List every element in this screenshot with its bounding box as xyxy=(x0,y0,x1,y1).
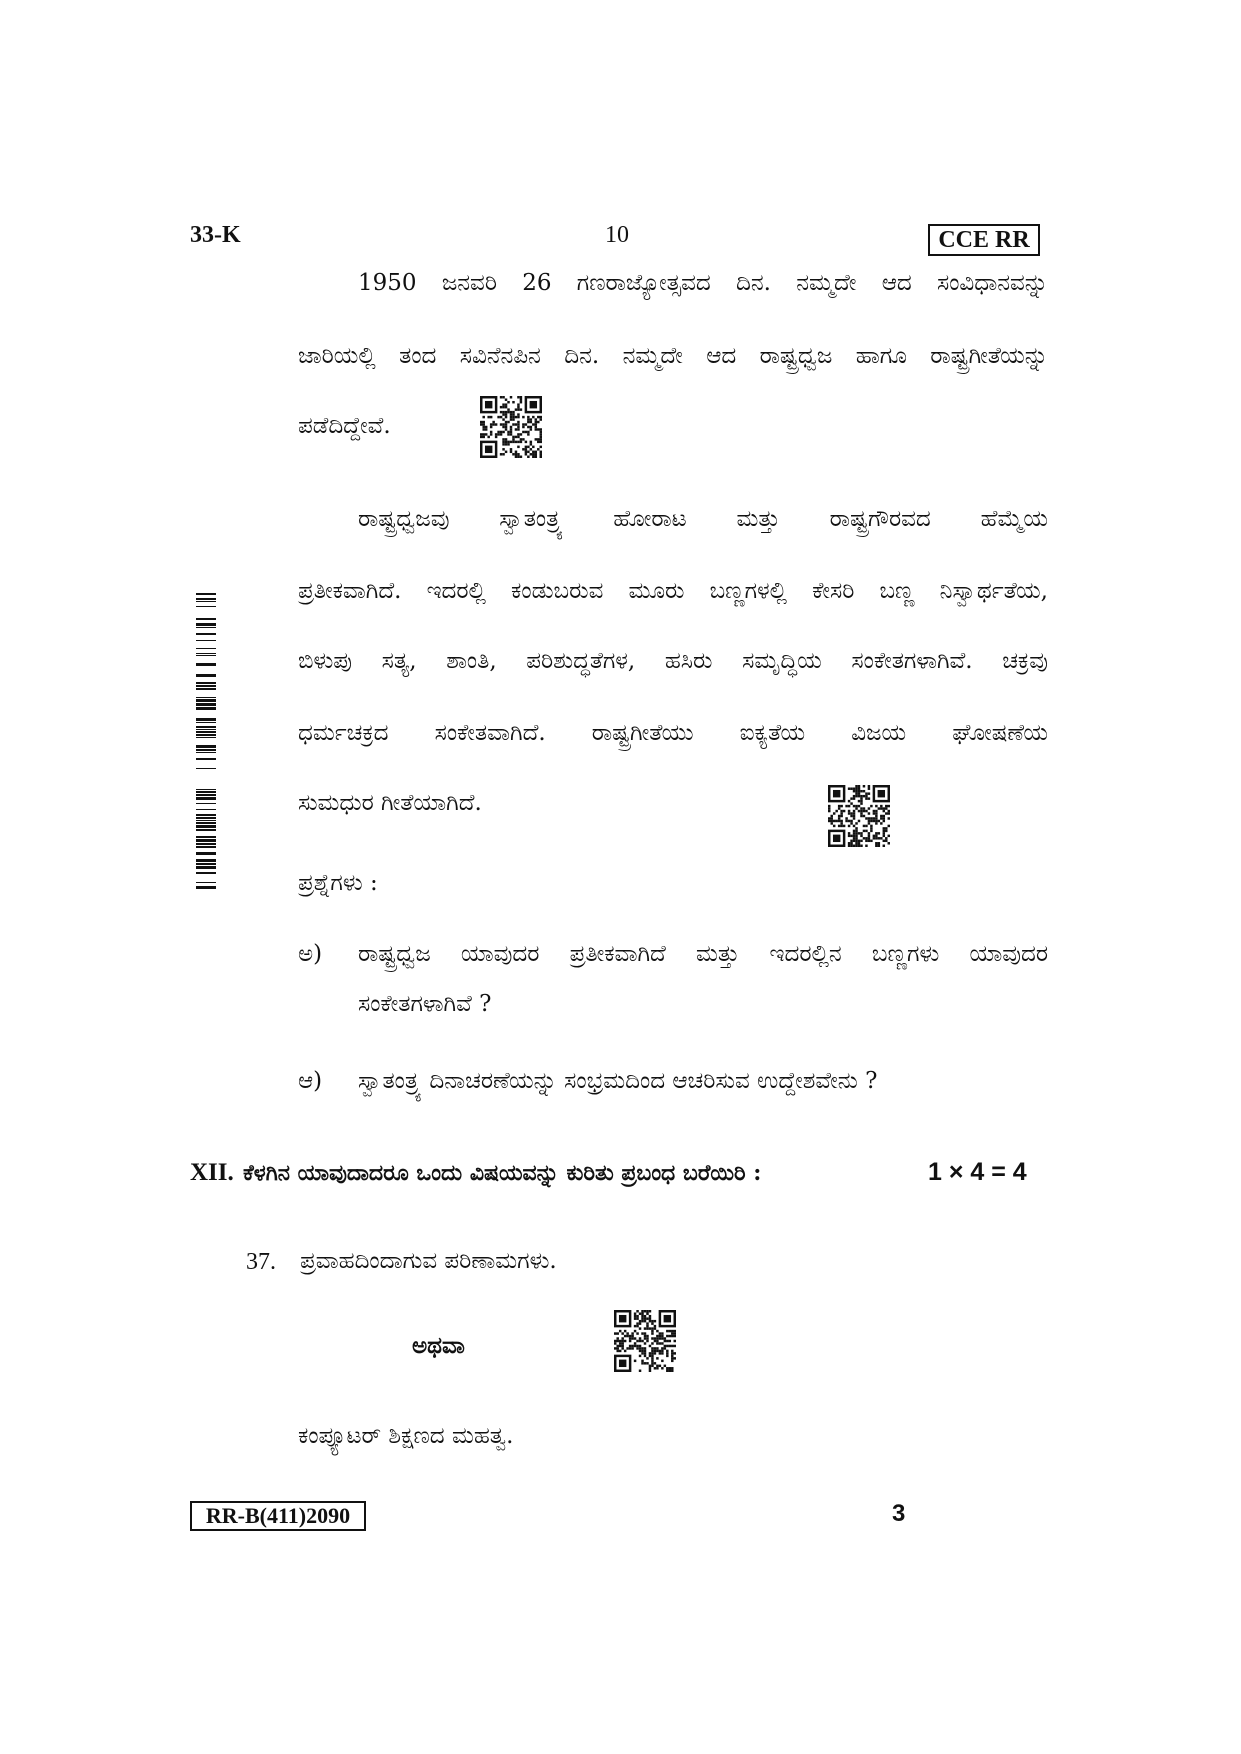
question-marker: ಅ) xyxy=(298,941,323,967)
barcode-icon xyxy=(196,593,216,889)
qr-code-icon xyxy=(828,785,890,847)
question-text: ಸಂಕೇತಗಳಾಗಿವೆ ? xyxy=(358,991,492,1017)
essay-topic: ಪ್ರವಾಹದಿಂದಾಗುವ ಪರಿಣಾಮಗಳು. xyxy=(300,1248,557,1274)
passage-line: ಪ್ರತೀಕವಾಗಿದೆ. ಇದರಲ್ಲಿ ಕಂಡುಬರುವ ಮೂರು ಬಣ್ಣಗಳಲ್ಲಿ ಕೇಸರಿ ಬಣ್ಣ ನಿಸ್ವಾರ್ಥತೆಯ, xyxy=(298,578,1048,604)
section-marks: 1 × 4 = 4 xyxy=(928,1158,1027,1186)
passage-line: ಧರ್ಮಚಕ್ರದ ಸಂಕೇತವಾಗಿದೆ. ರಾಷ್ಟ್ರಗೀತೆಯು ಐಕ್ಯತೆಯ ವಿಜಯ ಘೋಷಣೆಯ xyxy=(298,720,1048,746)
question-text: ರಾಷ್ಟ್ರಧ್ವಜ ಯಾವುದರ ಪ್ರತೀಕವಾಗಿದೆ ಮತ್ತು ಇದರಲ್ಲಿನ ಬಣ್ಣಗಳು ಯಾವುದರ xyxy=(358,941,1048,967)
or-label: ಅಥವಾ xyxy=(412,1332,465,1359)
passage-line: ಬಿಳುಪು ಸತ್ಯ, ಶಾಂತಿ, ಪರಿಶುದ್ಧತೆಗಳ, ಹಸಿರು ಸಮೃದ್ಧಿಯ ಸಂಕೇತಗಳಾಗಿವೆ. ಚಕ್ರವು xyxy=(298,648,1048,674)
section-instruction: ಕೆಳಗಿನ ಯಾವುದಾದರೂ ಒಂದು ವಿಷಯವನ್ನು ಕುರಿತು ಪ್ರಬಂಧ ಬರೆಯಿರಿ : xyxy=(243,1160,762,1186)
passage-line: ರಾಷ್ಟ್ರಧ್ವಜವು ಸ್ವಾತಂತ್ರ್ಯ ಹೋರಾಟ ಮತ್ತು ರಾಷ್ಟ್ರಗೌರವದ ಹೆಮ್ಮೆಯ xyxy=(358,506,1048,532)
paper-code: 33-K xyxy=(190,222,241,248)
question-text: ಸ್ವಾತಂತ್ರ್ಯ ದಿನಾಚರಣೆಯನ್ನು ಸಂಭ್ರಮದಿಂದ ಆಚರಿಸುವ ಉದ್ದೇಶವೇನು ? xyxy=(358,1068,878,1094)
footer-code-box xyxy=(190,1501,366,1531)
footer-number: 3 xyxy=(892,1500,906,1527)
qr-code-icon xyxy=(480,396,542,458)
essay-topic: ಕಂಪ್ಯೂಟರ್ ಶಿಕ್ಷಣದ ಮಹತ್ವ. xyxy=(298,1423,514,1449)
passage-line: ಪಡೆದಿದ್ದೇವೆ. xyxy=(298,413,391,439)
question-marker: ಆ) xyxy=(298,1068,323,1094)
questions-heading: ಪ್ರಶ್ನೆಗಳು : xyxy=(298,870,378,896)
passage-line: 1950 ಜನವರಿ 26 ಗಣರಾಜ್ಯೋತ್ಸವದ ದಿನ. ನಮ್ಮದೇ ಆದ ಸಂವಿಧಾನವನ್ನು xyxy=(358,270,1048,296)
question-number: 37. xyxy=(246,1249,276,1275)
qr-code-icon xyxy=(614,1310,676,1372)
passage-line: ಜಾರಿಯಲ್ಲಿ ತಂದ ಸವಿನೆನಪಿನ ದಿನ. ನಮ್ಮದೇ ಆದ ರಾಷ್ಟ್ರಧ್ವಜ ಹಾಗೂ ರಾಷ್ಟ್ರಗೀತೆಯನ್ನು xyxy=(298,343,1048,369)
section-number: XII. xyxy=(190,1159,234,1186)
passage-line: ಸುಮಧುರ ಗೀತೆಯಾಗಿದೆ. xyxy=(298,790,482,816)
page-number: 10 xyxy=(605,222,629,248)
exam-label-box xyxy=(928,224,1040,256)
footer-code: RR-B(411)2090 xyxy=(205,1503,351,1528)
exam-label: CCE RR xyxy=(938,226,1030,253)
